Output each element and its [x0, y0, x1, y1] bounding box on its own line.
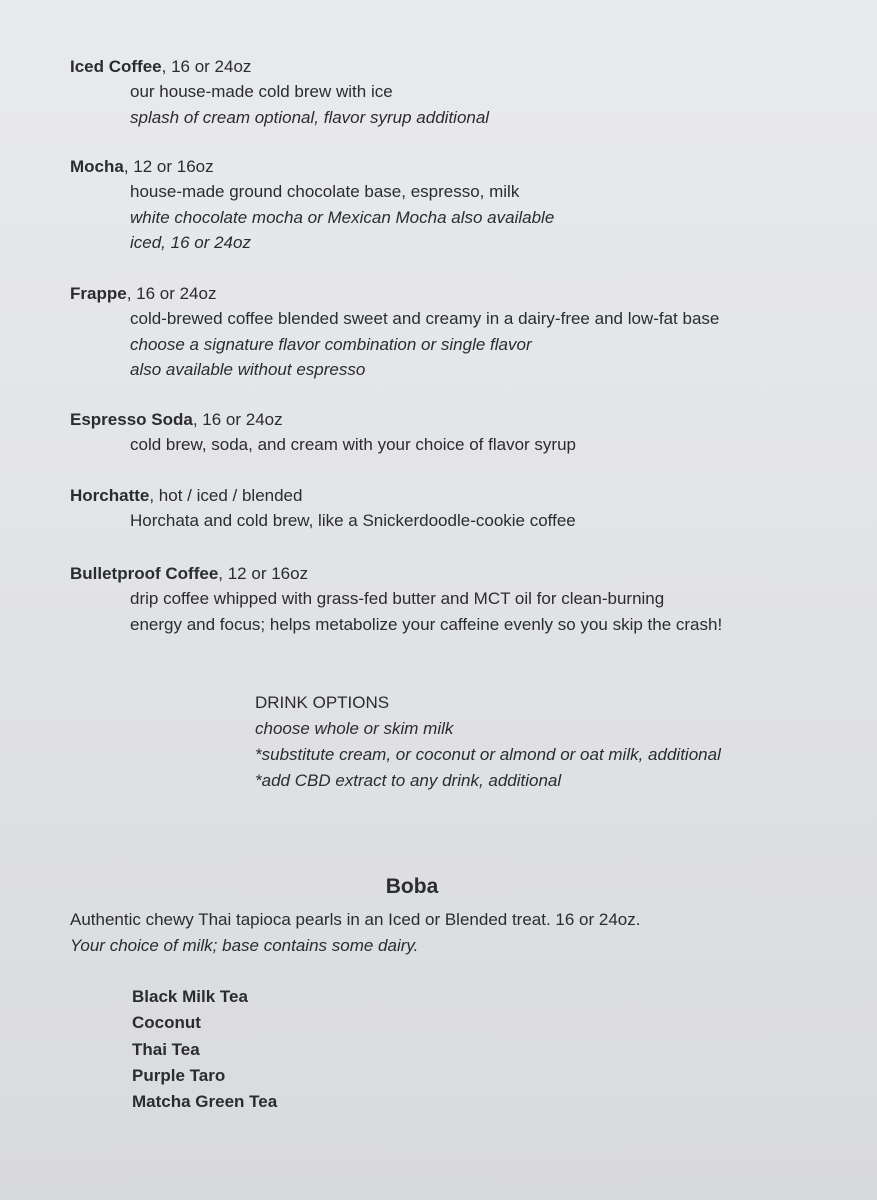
item-note: white chocolate mocha or Mexican Mocha also available: [130, 207, 555, 227]
item-name: Horchatte: [70, 486, 150, 505]
item-description: energy and focus; helps metabolize your caffeine evenly so you skip the crash!: [130, 614, 723, 634]
item-heading: [70, 155, 830, 179]
item-heading: [70, 484, 830, 508]
item-note: iced, 16 or 24oz: [130, 233, 251, 252]
item-heading: [70, 282, 830, 306]
item-sizes: , 16 or 24oz: [126, 284, 217, 303]
item-heading: [70, 55, 830, 79]
item-description: drip coffee whipped with grass-fed butter and MCT oil for clean-burning: [130, 589, 665, 608]
boba-description-block: [70, 907, 850, 959]
item-description: house-made ground chocolate base, espresso, milk: [130, 182, 520, 201]
boba-flavor-list: [132, 984, 532, 1115]
drink-option-line: *substitute cream, or coconut or almond or oat milk, additional: [255, 745, 721, 764]
drink-option-line: *add CBD extract to any drink, additional: [255, 771, 562, 790]
item-sizes: , 12 or 16oz: [218, 564, 309, 583]
item-sizes: , 12 or 16oz: [123, 157, 214, 176]
boba-flavor: Thai Tea: [132, 1039, 200, 1059]
item-name: Espresso Soda: [70, 410, 193, 429]
item-heading: [70, 562, 830, 586]
drink-options: [255, 690, 855, 794]
boba-section-title: Boba: [385, 875, 439, 898]
menu-item-espresso-soda: [70, 408, 830, 458]
item-sizes: , hot / iced / blended: [149, 486, 303, 505]
item-description: cold-brewed coffee blended sweet and creamy in a dairy-free and low-fat base: [130, 309, 720, 328]
menu-item-bulletproof-coffee: [70, 562, 830, 637]
menu-item-horchatte: [70, 484, 830, 534]
menu-item-iced-coffee: [70, 55, 830, 130]
item-sizes: , 16 or 24oz: [161, 57, 252, 76]
item-note: splash of cream optional, flavor syrup additional: [130, 107, 490, 127]
boba-flavor: Black Milk Tea: [132, 987, 248, 1006]
item-note: choose a signature flavor combination or single flavor: [130, 334, 532, 354]
boba-flavor: Purple Taro: [132, 1065, 226, 1085]
item-heading: [70, 408, 830, 432]
boba-note: Your choice of milk; base contains some dairy.: [70, 936, 419, 955]
drink-option-line: choose whole or skim milk: [255, 719, 454, 738]
item-note: also available without espresso: [130, 360, 366, 379]
boba-description: Authentic chewy Thai tapioca pearls in an Iced or Blended treat. 16 or 24oz.: [70, 910, 641, 929]
item-description: Horchata and cold brew, like a Snickerdoodle-cookie coffee: [130, 511, 576, 530]
boba-flavor: Matcha Green Tea: [132, 1092, 278, 1112]
item-name: Mocha: [70, 157, 124, 176]
item-description: our house-made cold brew with ice: [130, 82, 393, 101]
item-sizes: , 16 or 24oz: [192, 410, 283, 429]
item-description: cold brew, soda, and cream with your choice of flavor syrup: [130, 435, 576, 454]
item-name: Bulletproof Coffee: [70, 564, 219, 583]
menu-item-mocha: [70, 155, 830, 256]
item-name: Iced Coffee: [70, 57, 162, 76]
boba-flavor: Coconut: [132, 1013, 201, 1033]
item-name: Frappe: [70, 284, 127, 303]
drink-options-heading: DRINK OPTIONS: [255, 693, 390, 712]
menu-item-frappe: [70, 282, 830, 383]
